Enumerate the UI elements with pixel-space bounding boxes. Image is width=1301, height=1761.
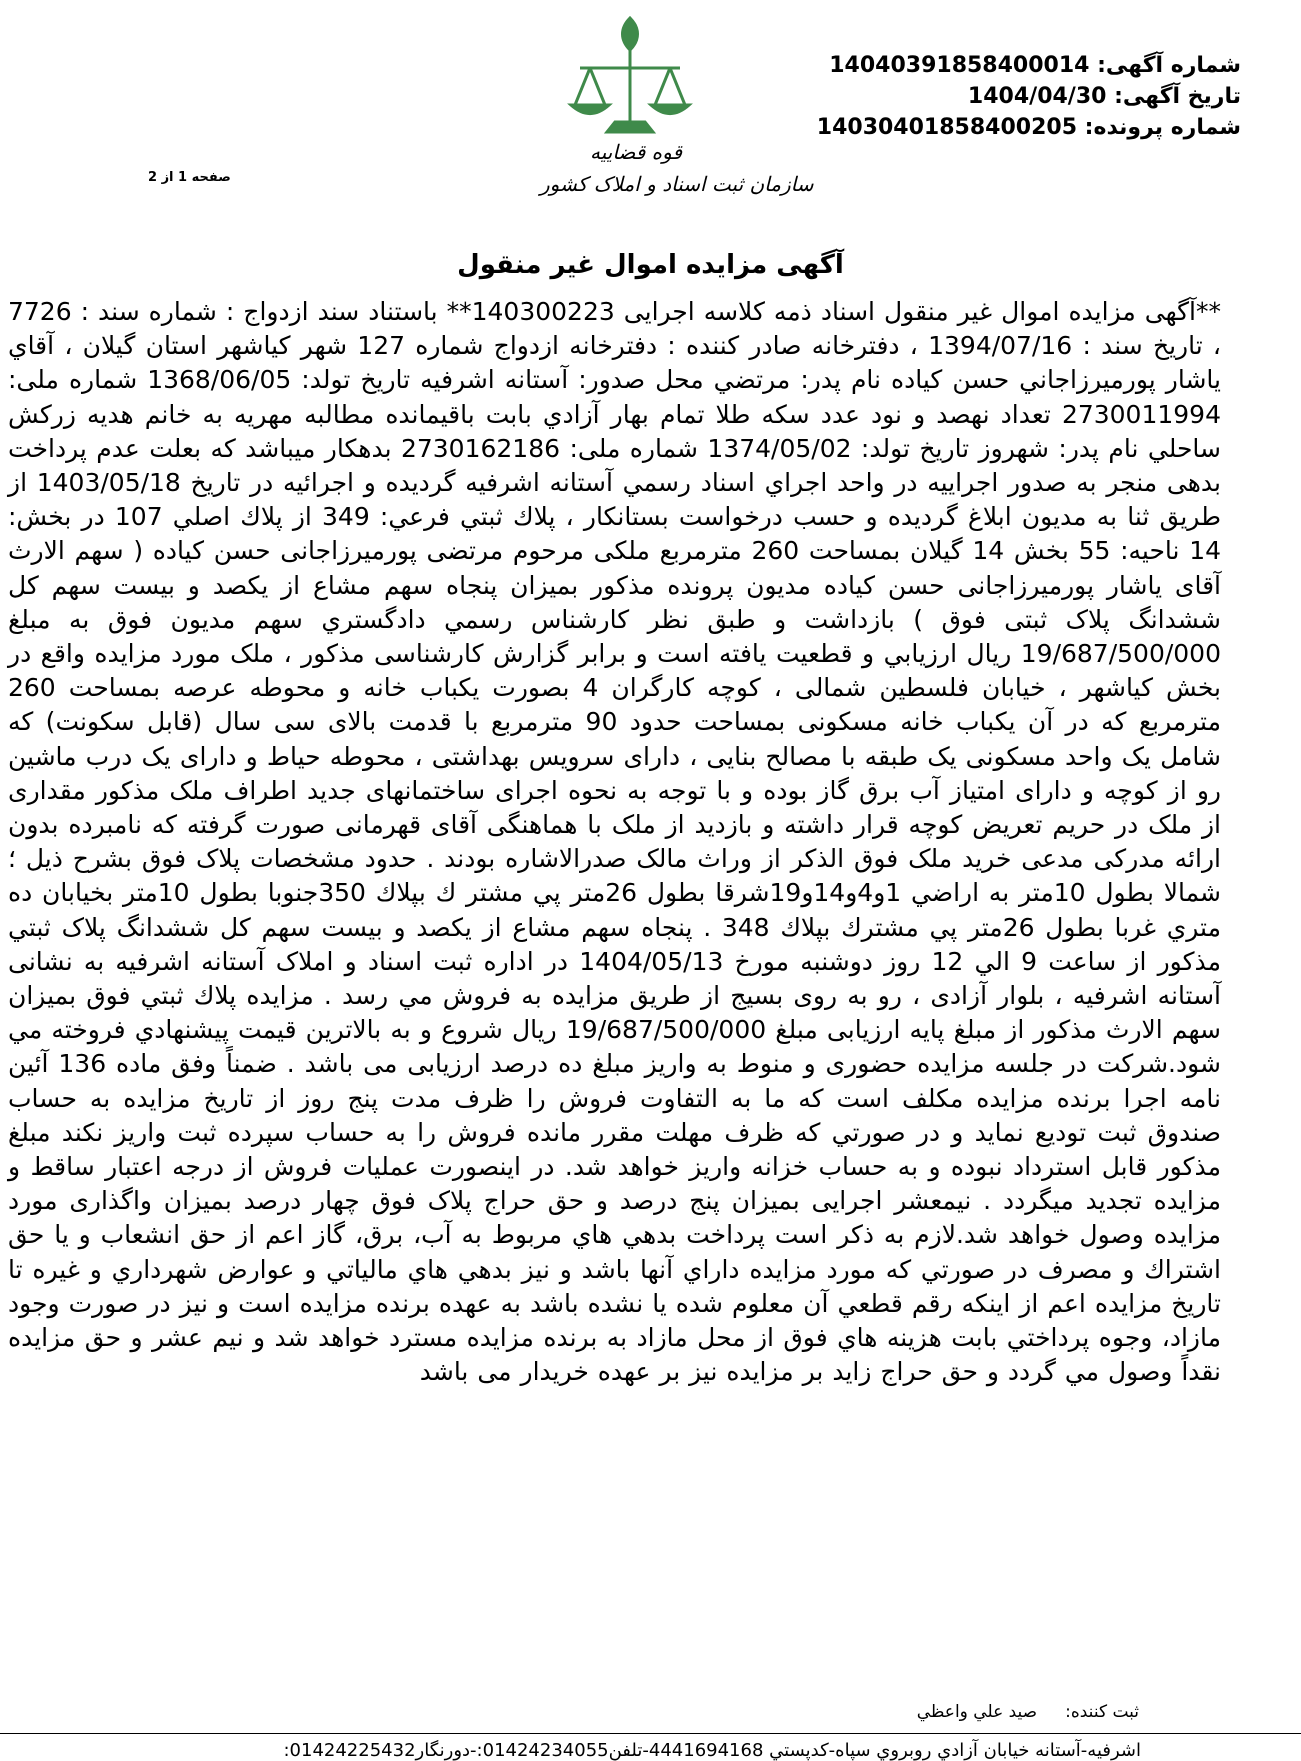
emblem-caption-line2: سازمان ثبت اسناد و املاک کشور — [540, 172, 814, 196]
recorder-info — [917, 1702, 1139, 1722]
office-address: اشرفيه-آستانه خيابان آزادي روبروي سپاه-كدپستي 4441694168-تلفن01424234055:-دورنگار01424225432: — [283, 1740, 1141, 1761]
emblem-caption-line1: قوه قضاییه — [590, 140, 683, 164]
ad-date: تاریخ آگهی: 1404/04/30 — [967, 84, 1241, 109]
page-number: صفحه 1 از 2 — [148, 170, 231, 185]
footer-divider — [0, 1733, 1301, 1734]
ad-metadata — [817, 50, 1241, 143]
document-body: **آگهی مزایده اموال غیر منقول اسناد ذمه کلاسه اجرایی 140300223** باستناد سند ازدواج : شماره سند : 7726 ، تاریخ سند : 1394/07/16 ، دفترخانه صادر کننده : دفترخانه ازدواج شماره 127 شهر کیاشهر استان گیلان ، آقاي ياشار پورميرزاجاني حسن كياده نام پدر: مرتضي محل صدور: آستانه اشرفيه تاريخ تولد: 1368/06/05 شماره ملی: 2730011994 تعداد نهصد و نود عدد سكه طلا تمام بهار آزادي بابت باقيمانده مطالبه مهريه به خانم هديه زركش ساحلي نام پدر: شهروز تاريخ تولد: 1374/05/02 شماره ملی: 2730162186 بدهكار ميباشد كه بعلت عدم پرداخت بدهی منجر به صدور اجراييه در واحد اجراي اسناد رسمي آستانه اشرفيه گرديده و اجرائيه در تاريخ 1403/05/18 از طريق ثنا به مديون ابلاغ گرديده و حسب درخواست بستانكار ، پلاك ثبتي فرعي: 349 از پلاك اصلي 107 در بخش: 14 ناحيه: 55 بخش 14 گيلان بمساحت 260 مترمربع ملكی مرحوم مرتضی پورميرزاجانی حسن كياده ( سهم الارث آقای ياشار پورميرزاجانی حسن كياده مديون پرونده مذكور بميزان پنجاه سهم مشاع از يكصد و بيست سهم كل ششدانگ پلاک ثبتی فوق ) بازداشت و طبق نظر كارشناس رسمي دادگستري سهم مديون فوق به مبلغ 19/687/500/000 ريال ارزيابي و قطعيت يافته است و برابر گزارش كارشناسی مذكور ، ملک مورد مزايده واقع در بخش كياشهر ، خيابان فلسطين شمالی ، كوچه كارگران 4 بصورت يكباب خانه و محوطه عرصه بمساحت 260 مترمربع كه در آن يكباب خانه مسكونی بمساحت حدود 90 مترمربع با قدمت بالای سی سال (قابل سكونت) كه شامل یک واحد مسكونی يک طبقه با مصالح بنايی ، دارای سرويس بهداشتی ، محوطه حياط و دارای یک درب ماشين رو از كوچه و دارای امتياز آب برق گاز بوده و با توجه به نحوه اجرای ساختمانهای جديد اطراف ملک مذكور مقداری از ملک در حريم تعريض كوچه قرار داشته و بازديد از ملک با هماهنگی آقای قهرمانی صورت گرفته كه نامبرده بدون ارائه مدركی مدعی خريد ملک فوق الذكر از وراث مالک صدرالاشاره بودند . حدود مشخصات پلاک فوق بشرح ذيل ؛ شمالا بطول 10متر به اراضي 1و4و14و19شرقا بطول 26متر پي مشتر ك بپلاك 350جنوبا بطول 10متر بخيابان ده متري غربا بطول 26متر پي مشترك بپلاك 348 . پنجاه سهم مشاع از يكصد و بيست سهم كل ششدانگ پلاک ثبتي مذكور از ساعت 9 الي 12 روز دوشنبه مورخ 1404/05/13 در اداره ثبت اسناد و املاک آستانه اشرفيه به نشانی آستانه اشرفيه ، بلوار آزادی ، رو به روی بسيج از طريق مزايده به فروش مي رسد . مزايده پلاك ثبتي فوق بميزان سهم الارث مذکور از مبلغ پايه ارزيابی مبلغ 19/687/500/000 ريال شروع و به بالاترين قيمت پيشنهادي فروخته مي شود.شرکت در جلسه مزايده حضوری و منوط به واريز مبلغ ده درصد ارزيابی می باشد . ضمناً وفق ماده 136 آئين نامه اجرا برنده مزايده مكلف است كه ما به التفاوت فروش را ظرف مدت پنج روز از تاريخ مزايده به حساب صندوق ثبت توديع نمايد و در صورتي كه ظرف مهلت مقرر مانده فروش را به حساب سپرده ثبت واريز نكند مبلغ مذكور قابل استرداد نبوده و به حساب خزانه واريز خواهد شد. در اينصورت عمليات فروش از درجه اعتبار ساقط و مزايده تجديد ميگردد . نيمعشر اجرايی بميزان پنج درصد و حق حراج پلاک فوق چهار درصد بميزان واگذاری مورد مزايده وصول خواهد شد.لازم به ذكر است پرداخت بدهي هاي مربوط به آب، برق، گاز اعم از حق انشعاب و يا حق اشتراك و مصرف در صورتي كه مورد مزايده داراي آنها باشد و نيز بدهي هاي مالياتي و عوارض شهرداري و غيره تا تاريخ مزايده اعم از اينكه رقم قطعي آن معلوم شده يا نشده باشد به عهده برنده مزايده است و نيز در صورت وجود مازاد، وجوه پرداختي بابت هزينه هاي فوق از محل مازاد به برنده مزايده مسترد خواهد شد و نيم عشر و حق مزايده نقداً وصول مي گردد و حق حراج زايد بر مزايده نيز بر عهده خريدار می باشد — [8, 297, 1222, 1387]
file-number: شماره پرونده: 14030401858400205 — [816, 115, 1241, 140]
recorder-label: ثبت كننده: — [1065, 1702, 1139, 1722]
document-title: آگهی مزایده اموال غیر منقول — [457, 250, 844, 280]
recorder-name: صيد علي واعظي — [916, 1702, 1038, 1722]
ad-number: شماره آگهی: 14040391858400014 — [829, 53, 1241, 78]
